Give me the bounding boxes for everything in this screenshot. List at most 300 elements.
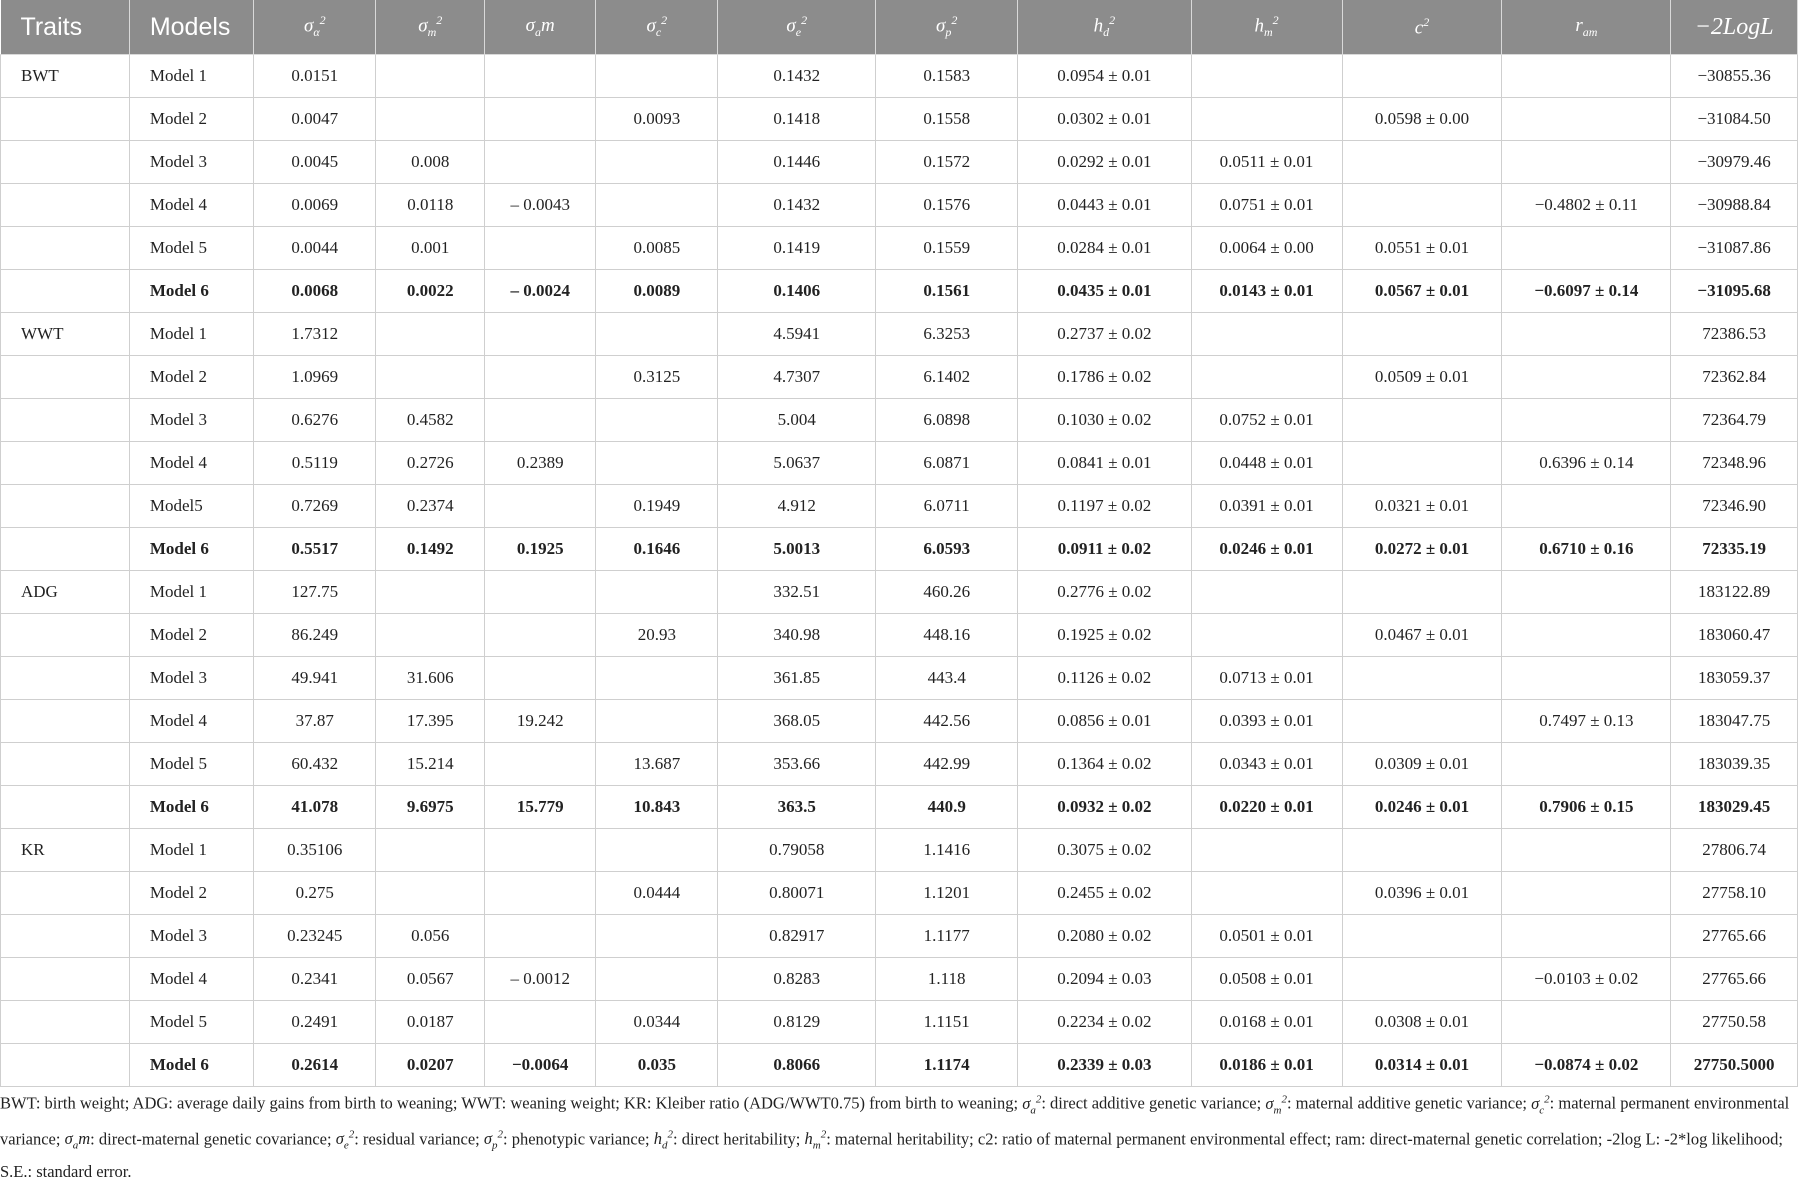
hd2-cell: 0.2080 ± 0.02 (1018, 915, 1191, 958)
sigma-am-cell: −0.0064 (485, 1044, 596, 1087)
table-row (1, 1044, 1798, 1087)
footnote-text-5: : direct-maternal genetic covariance; (90, 1129, 336, 1149)
sigma-c2-cell: 0.0093 (596, 98, 718, 141)
sigma-c2-cell (596, 55, 718, 98)
trait-cell (1, 528, 130, 571)
trait-cell (1, 915, 130, 958)
hm2-cell: 0.0343 ± 0.01 (1191, 743, 1342, 786)
table-row (1, 399, 1798, 442)
sigma-e2-cell: 0.1406 (718, 270, 876, 313)
c2-cell: 0.0598 ± 0.00 (1342, 98, 1502, 141)
ram-cell (1502, 55, 1671, 98)
sigma-e2-cell: 0.80071 (718, 872, 876, 915)
trait-cell (1, 743, 130, 786)
hm2-cell (1191, 55, 1342, 98)
sigma-m2-cell: 0.0022 (376, 270, 485, 313)
sigma-a2-cell: 86.249 (254, 614, 376, 657)
header-c2: $c^2$ (1342, 0, 1502, 55)
hd2-cell: 0.3075 ± 0.02 (1018, 829, 1191, 872)
sigma-m2-cell: 15.214 (376, 743, 485, 786)
header-hm2: $h_m^2$ (1191, 0, 1342, 55)
ram-cell (1502, 571, 1671, 614)
table-row (1, 614, 1798, 657)
footnote-text-1: BWT: birth weight; ADG: average daily gains from birth to weaning; WWT: weaning weight; KR: Kleiber ratio (ADG/WWT0.75) from birth to weaning; (0, 1093, 1023, 1113)
sigma-p2-cell: 442.56 (876, 700, 1018, 743)
sigma-m2-cell (376, 872, 485, 915)
hm2-cell: 0.0064 ± 0.00 (1191, 227, 1342, 270)
sigma-p2-cell: 1.1174 (876, 1044, 1018, 1087)
hd2-cell: 0.2737 ± 0.02 (1018, 313, 1191, 356)
sigma-e2-cell: 5.0637 (718, 442, 876, 485)
c2-cell (1342, 915, 1502, 958)
hd2-cell: 0.0302 ± 0.01 (1018, 98, 1191, 141)
log-likelihood-cell: 27758.10 (1671, 872, 1798, 915)
sigma-c2-cell: 10.843 (596, 786, 718, 829)
sigma-p2-cell: 1.1151 (876, 1001, 1018, 1044)
sigma-p2-cell: 1.1177 (876, 915, 1018, 958)
model-cell: Model 3 (129, 657, 253, 700)
footnote-text-6: : residual variance; (354, 1129, 484, 1149)
model-cell: Model 5 (129, 227, 253, 270)
model-cell: Model 2 (129, 356, 253, 399)
hd2-cell: 0.1126 ± 0.02 (1018, 657, 1191, 700)
sigma-am-cell: – 0.0043 (485, 184, 596, 227)
sigma-am-cell (485, 743, 596, 786)
sigma-m2-cell: 0.056 (376, 915, 485, 958)
hm2-cell: 0.0751 ± 0.01 (1191, 184, 1342, 227)
table-row (1, 227, 1798, 270)
trait-cell (1, 872, 130, 915)
sigma-p2-cell: 1.118 (876, 958, 1018, 1001)
sigma-c2-cell: 0.0344 (596, 1001, 718, 1044)
c2-cell: 0.0246 ± 0.01 (1342, 786, 1502, 829)
log-likelihood-cell: 183039.35 (1671, 743, 1798, 786)
ram-cell: 0.7497 ± 0.13 (1502, 700, 1671, 743)
log-likelihood-cell: 72386.53 (1671, 313, 1798, 356)
hm2-cell (1191, 313, 1342, 356)
sigma-a2-cell: 0.0151 (254, 55, 376, 98)
log-likelihood-cell: 183029.45 (1671, 786, 1798, 829)
sigma-am-cell (485, 571, 596, 614)
sigma-m2-cell (376, 571, 485, 614)
sigma-c2-cell (596, 442, 718, 485)
sigma-c2-cell (596, 571, 718, 614)
model-cell: Model 4 (129, 958, 253, 1001)
hd2-cell: 0.2094 ± 0.03 (1018, 958, 1191, 1001)
c2-cell (1342, 829, 1502, 872)
sigma-c2-cell (596, 915, 718, 958)
hd2-cell: 0.1786 ± 0.02 (1018, 356, 1191, 399)
log-likelihood-cell: −30979.46 (1671, 141, 1798, 184)
hd2-cell: 0.2339 ± 0.03 (1018, 1044, 1191, 1087)
sigma-p2-cell: 448.16 (876, 614, 1018, 657)
sigma-e2-cell: 0.79058 (718, 829, 876, 872)
model-cell: Model 6 (129, 1044, 253, 1087)
sigma-e2-cell: 363.5 (718, 786, 876, 829)
model-cell: Model 6 (129, 786, 253, 829)
sigma-am-cell (485, 55, 596, 98)
hd2-cell: 0.1197 ± 0.02 (1018, 485, 1191, 528)
sigma-m2-cell: 0.1492 (376, 528, 485, 571)
ram-cell (1502, 614, 1671, 657)
log-likelihood-cell: 72364.79 (1671, 399, 1798, 442)
sigma-p2-cell: 6.0871 (876, 442, 1018, 485)
hm2-cell: 0.0511 ± 0.01 (1191, 141, 1342, 184)
sigma-a2-cell: 60.432 (254, 743, 376, 786)
ram-cell: −0.0103 ± 0.02 (1502, 958, 1671, 1001)
sigma-c2-cell (596, 141, 718, 184)
model-cell: Model 2 (129, 614, 253, 657)
c2-cell (1342, 313, 1502, 356)
ram-cell (1502, 657, 1671, 700)
c2-cell: 0.0567 ± 0.01 (1342, 270, 1502, 313)
hd2-cell: 0.0841 ± 0.01 (1018, 442, 1191, 485)
sigma-e2-cell: 5.0013 (718, 528, 876, 571)
hd2-cell: 0.0435 ± 0.01 (1018, 270, 1191, 313)
log-likelihood-cell: −31084.50 (1671, 98, 1798, 141)
sigma-am-cell (485, 141, 596, 184)
header-traits: Traits (1, 0, 130, 55)
sigma-m2-cell: 0.2374 (376, 485, 485, 528)
sigma-p2-cell: 6.0711 (876, 485, 1018, 528)
table-row (1, 184, 1798, 227)
c2-cell: 0.0314 ± 0.01 (1342, 1044, 1502, 1087)
trait-cell (1, 958, 130, 1001)
sigma-e2-cell: 0.1432 (718, 184, 876, 227)
c2-cell (1342, 141, 1502, 184)
sigma-p2-cell: 1.1201 (876, 872, 1018, 915)
sigma-a2-cell: 0.6276 (254, 399, 376, 442)
sigma-e2-cell: 340.98 (718, 614, 876, 657)
trait-cell (1, 356, 130, 399)
hm2-cell: 0.0220 ± 0.01 (1191, 786, 1342, 829)
sigma-a2-cell: 1.7312 (254, 313, 376, 356)
table-row (1, 1001, 1798, 1044)
sigma-am-cell: 19.242 (485, 700, 596, 743)
ram-cell: −0.0874 ± 0.02 (1502, 1044, 1671, 1087)
model-cell: Model 6 (129, 528, 253, 571)
hm2-cell (1191, 98, 1342, 141)
model-cell: Model 1 (129, 55, 253, 98)
sigma-p2-cell: 0.1576 (876, 184, 1018, 227)
trait-cell (1, 657, 130, 700)
model-cell: Model 1 (129, 313, 253, 356)
sigma-e2-cell: 4.5941 (718, 313, 876, 356)
sigma-m2-cell (376, 313, 485, 356)
table-row (1, 743, 1798, 786)
sigma-c2-cell: 0.1646 (596, 528, 718, 571)
log-likelihood-cell: 27765.66 (1671, 915, 1798, 958)
model-cell: Model 3 (129, 141, 253, 184)
sigma-c2-cell: 0.0444 (596, 872, 718, 915)
sigma-c2-cell (596, 829, 718, 872)
sigma-c2-cell: 0.3125 (596, 356, 718, 399)
sigma-m2-cell: 0.008 (376, 141, 485, 184)
log-likelihood-cell: 183059.37 (1671, 657, 1798, 700)
sigma-am-cell (485, 1001, 596, 1044)
table-row (1, 356, 1798, 399)
sigma-e2-cell: 368.05 (718, 700, 876, 743)
hm2-cell: 0.0501 ± 0.01 (1191, 915, 1342, 958)
c2-cell (1342, 571, 1502, 614)
c2-cell: 0.0467 ± 0.01 (1342, 614, 1502, 657)
table-row (1, 98, 1798, 141)
header-hd2: $h_d^2$ (1018, 0, 1191, 55)
ram-cell: −0.4802 ± 0.11 (1502, 184, 1671, 227)
table-row (1, 700, 1798, 743)
sigma-c2-cell: 13.687 (596, 743, 718, 786)
sigma-m2-cell: 0.4582 (376, 399, 485, 442)
hd2-cell: 0.0911 ± 0.02 (1018, 528, 1191, 571)
ram-cell (1502, 1001, 1671, 1044)
hd2-cell: 0.0932 ± 0.02 (1018, 786, 1191, 829)
sigma-c2-cell: 0.0085 (596, 227, 718, 270)
log-likelihood-cell: −31087.86 (1671, 227, 1798, 270)
sigma-e2-cell: 353.66 (718, 743, 876, 786)
hd2-cell: 0.0284 ± 0.01 (1018, 227, 1191, 270)
sigma-e2-cell: 4.7307 (718, 356, 876, 399)
sigma-e2-cell: 0.1446 (718, 141, 876, 184)
sigma-m2-cell: 31.606 (376, 657, 485, 700)
sigma-e2-cell: 5.004 (718, 399, 876, 442)
sigma-am-cell: 15.779 (485, 786, 596, 829)
trait-cell (1, 786, 130, 829)
table-row (1, 528, 1798, 571)
ram-cell (1502, 141, 1671, 184)
log-likelihood-cell: 72335.19 (1671, 528, 1798, 571)
trait-cell: KR (1, 829, 130, 872)
sigma-am-cell: 0.2389 (485, 442, 596, 485)
log-likelihood-cell: 183122.89 (1671, 571, 1798, 614)
hm2-cell: 0.0508 ± 0.01 (1191, 958, 1342, 1001)
footnote-text-2: : direct additive genetic variance; (1041, 1093, 1266, 1113)
model-cell: Model 1 (129, 571, 253, 614)
c2-cell: 0.0321 ± 0.01 (1342, 485, 1502, 528)
hd2-cell: 0.0443 ± 0.01 (1018, 184, 1191, 227)
sigma-am-cell: – 0.0012 (485, 958, 596, 1001)
ram-cell (1502, 743, 1671, 786)
hm2-cell (1191, 872, 1342, 915)
table-row (1, 485, 1798, 528)
trait-cell (1, 700, 130, 743)
hm2-cell (1191, 356, 1342, 399)
sigma-a2-cell: 41.078 (254, 786, 376, 829)
c2-cell (1342, 55, 1502, 98)
sigma-a2-cell: 0.0047 (254, 98, 376, 141)
log-likelihood-cell: 27765.66 (1671, 958, 1798, 1001)
sigma-a2-cell: 0.275 (254, 872, 376, 915)
sigma-m2-cell (376, 356, 485, 399)
sigma-m2-cell (376, 614, 485, 657)
sigma-e2-cell: 0.1419 (718, 227, 876, 270)
sigma-am-cell (485, 872, 596, 915)
ram-cell (1502, 98, 1671, 141)
sigma-a2-cell: 0.23245 (254, 915, 376, 958)
sigma-am-cell (485, 313, 596, 356)
header-row (1, 0, 1798, 55)
table-row (1, 55, 1798, 98)
sigma-c2-cell: 0.0089 (596, 270, 718, 313)
ram-cell: 0.6710 ± 0.16 (1502, 528, 1671, 571)
ram-cell: −0.6097 ± 0.14 (1502, 270, 1671, 313)
c2-cell: 0.0308 ± 0.01 (1342, 1001, 1502, 1044)
hd2-cell: 0.1030 ± 0.02 (1018, 399, 1191, 442)
c2-cell: 0.0309 ± 0.01 (1342, 743, 1502, 786)
header-sigma-a2: $\sigma_\alpha^2$ (254, 0, 376, 55)
sigma-m2-cell: 0.0567 (376, 958, 485, 1001)
table-row (1, 786, 1798, 829)
sigma-e2-cell: 0.8066 (718, 1044, 876, 1087)
c2-cell (1342, 958, 1502, 1001)
trait-cell: BWT (1, 55, 130, 98)
table-footnote: BWT: birth weight; ADG: average daily gains from birth to weaning; WWT: weaning weight; KR: Kleiber ratio (ADG/WWT0.75) from birth to weaning; $\sigma_a^2$: direct additive genetic variance; $\sigma_m^2$: maternal additive genetic variance; $\sigma_c^2$: maternal permanent environmental variance; $\sigma_am$: direct-maternal genetic covariance; $\sigma_e^2$: residual variance; $\sigma_p^2$: phenotypic variance; $h_d^2$: direct heritability; $h_m^2$: maternal heritability; c2: ratio of maternal permanent environmental effect; ram: direct-maternal genetic correlation; -2log L: -2*log likelihood; S.E.: standard error. (0, 1093, 1790, 1181)
sigma-a2-cell: 0.0069 (254, 184, 376, 227)
sigma-am-cell: 0.1925 (485, 528, 596, 571)
model-cell: Model5 (129, 485, 253, 528)
table-row (1, 270, 1798, 313)
trait-cell (1, 184, 130, 227)
header-sigma-e2: $\sigma_e^2$ (718, 0, 876, 55)
hd2-cell: 0.2776 ± 0.02 (1018, 571, 1191, 614)
hd2-cell: 0.0292 ± 0.01 (1018, 141, 1191, 184)
header-sigma-m2: $\sigma_m^2$ (376, 0, 485, 55)
table-row (1, 313, 1798, 356)
hm2-cell: 0.0143 ± 0.01 (1191, 270, 1342, 313)
sigma-p2-cell: 0.1558 (876, 98, 1018, 141)
sigma-m2-cell (376, 98, 485, 141)
sigma-p2-cell: 0.1561 (876, 270, 1018, 313)
trait-cell (1, 1001, 130, 1044)
sigma-p2-cell: 6.0593 (876, 528, 1018, 571)
table-row (1, 657, 1798, 700)
model-cell: Model 3 (129, 399, 253, 442)
sigma-am-cell (485, 227, 596, 270)
sigma-am-cell (485, 614, 596, 657)
hm2-cell: 0.0246 ± 0.01 (1191, 528, 1342, 571)
model-cell: Model 3 (129, 915, 253, 958)
sigma-a2-cell: 0.2341 (254, 958, 376, 1001)
hm2-cell: 0.0448 ± 0.01 (1191, 442, 1342, 485)
ram-cell (1502, 399, 1671, 442)
footnote-text-9: : maternal heritability; c2: ratio of maternal permanent environmental effect; ram: direct-maternal genetic correlation; -2log L: -2*log likelihood; S.E.: standard error. (0, 1129, 1784, 1181)
trait-cell (1, 141, 130, 184)
log-likelihood-cell: −31095.68 (1671, 270, 1798, 313)
hd2-cell: 0.0856 ± 0.01 (1018, 700, 1191, 743)
trait-cell (1, 485, 130, 528)
log-likelihood-cell: 72346.90 (1671, 485, 1798, 528)
sigma-a2-cell: 0.0045 (254, 141, 376, 184)
sigma-e2-cell: 0.1418 (718, 98, 876, 141)
log-likelihood-cell: 183060.47 (1671, 614, 1798, 657)
sigma-p2-cell: 442.99 (876, 743, 1018, 786)
sigma-a2-cell: 49.941 (254, 657, 376, 700)
hm2-cell: 0.0393 ± 0.01 (1191, 700, 1342, 743)
trait-cell (1, 98, 130, 141)
table-row (1, 915, 1798, 958)
model-cell: Model 2 (129, 98, 253, 141)
sigma-p2-cell: 0.1572 (876, 141, 1018, 184)
header-sigma-c2: $\sigma_c^2$ (596, 0, 718, 55)
c2-cell: 0.0551 ± 0.01 (1342, 227, 1502, 270)
header-ram: $r_{am}$ (1502, 0, 1671, 55)
sigma-m2-cell: 0.0187 (376, 1001, 485, 1044)
sigma-a2-cell: 127.75 (254, 571, 376, 614)
hd2-cell: 0.2234 ± 0.02 (1018, 1001, 1191, 1044)
log-likelihood-cell: 72362.84 (1671, 356, 1798, 399)
log-likelihood-cell: 183047.75 (1671, 700, 1798, 743)
trait-cell: ADG (1, 571, 130, 614)
sigma-p2-cell: 440.9 (876, 786, 1018, 829)
hd2-cell: 0.2455 ± 0.02 (1018, 872, 1191, 915)
hm2-cell: 0.0168 ± 0.01 (1191, 1001, 1342, 1044)
sigma-m2-cell: 0.0207 (376, 1044, 485, 1087)
hm2-cell: 0.0391 ± 0.01 (1191, 485, 1342, 528)
c2-cell (1342, 700, 1502, 743)
sigma-am-cell (485, 356, 596, 399)
trait-cell: WWT (1, 313, 130, 356)
sigma-p2-cell: 6.3253 (876, 313, 1018, 356)
model-cell: Model 4 (129, 700, 253, 743)
sigma-e2-cell: 0.82917 (718, 915, 876, 958)
log-likelihood-cell: −30855.36 (1671, 55, 1798, 98)
header-models: Models (129, 0, 253, 55)
ram-cell (1502, 829, 1671, 872)
hd2-cell: 0.0954 ± 0.01 (1018, 55, 1191, 98)
sigma-p2-cell: 0.1559 (876, 227, 1018, 270)
header-log-likelihood: −2LogL (1671, 0, 1798, 55)
ram-cell (1502, 227, 1671, 270)
model-cell: Model 4 (129, 184, 253, 227)
ram-cell (1502, 356, 1671, 399)
sigma-c2-cell (596, 399, 718, 442)
header-sigma-p2: $\sigma_p^2$ (876, 0, 1018, 55)
trait-cell (1, 270, 130, 313)
hm2-cell: 0.0713 ± 0.01 (1191, 657, 1342, 700)
sigma-c2-cell (596, 958, 718, 1001)
sigma-c2-cell (596, 700, 718, 743)
sigma-e2-cell: 4.912 (718, 485, 876, 528)
sigma-a2-cell: 0.5119 (254, 442, 376, 485)
sigma-e2-cell: 0.1432 (718, 55, 876, 98)
log-likelihood-cell: −30988.84 (1671, 184, 1798, 227)
model-cell: Model 1 (129, 829, 253, 872)
header-sigma-am: $\sigma_am$ (485, 0, 596, 55)
c2-cell: 0.0272 ± 0.01 (1342, 528, 1502, 571)
sigma-p2-cell: 6.1402 (876, 356, 1018, 399)
c2-cell (1342, 184, 1502, 227)
sigma-am-cell (485, 485, 596, 528)
sigma-a2-cell: 0.5517 (254, 528, 376, 571)
sigma-a2-cell: 0.0044 (254, 227, 376, 270)
ram-cell (1502, 915, 1671, 958)
c2-cell (1342, 442, 1502, 485)
model-cell: Model 5 (129, 743, 253, 786)
sigma-m2-cell (376, 829, 485, 872)
sigma-a2-cell: 0.2491 (254, 1001, 376, 1044)
sigma-c2-cell (596, 184, 718, 227)
model-cell: Model 6 (129, 270, 253, 313)
trait-cell (1, 1044, 130, 1087)
model-cell: Model 2 (129, 872, 253, 915)
log-likelihood-cell: 27806.74 (1671, 829, 1798, 872)
trait-cell (1, 399, 130, 442)
sigma-p2-cell: 6.0898 (876, 399, 1018, 442)
sigma-m2-cell: 0.2726 (376, 442, 485, 485)
c2-cell: 0.0396 ± 0.01 (1342, 872, 1502, 915)
hm2-cell: 0.0752 ± 0.01 (1191, 399, 1342, 442)
sigma-a2-cell: 0.0068 (254, 270, 376, 313)
ram-cell (1502, 485, 1671, 528)
